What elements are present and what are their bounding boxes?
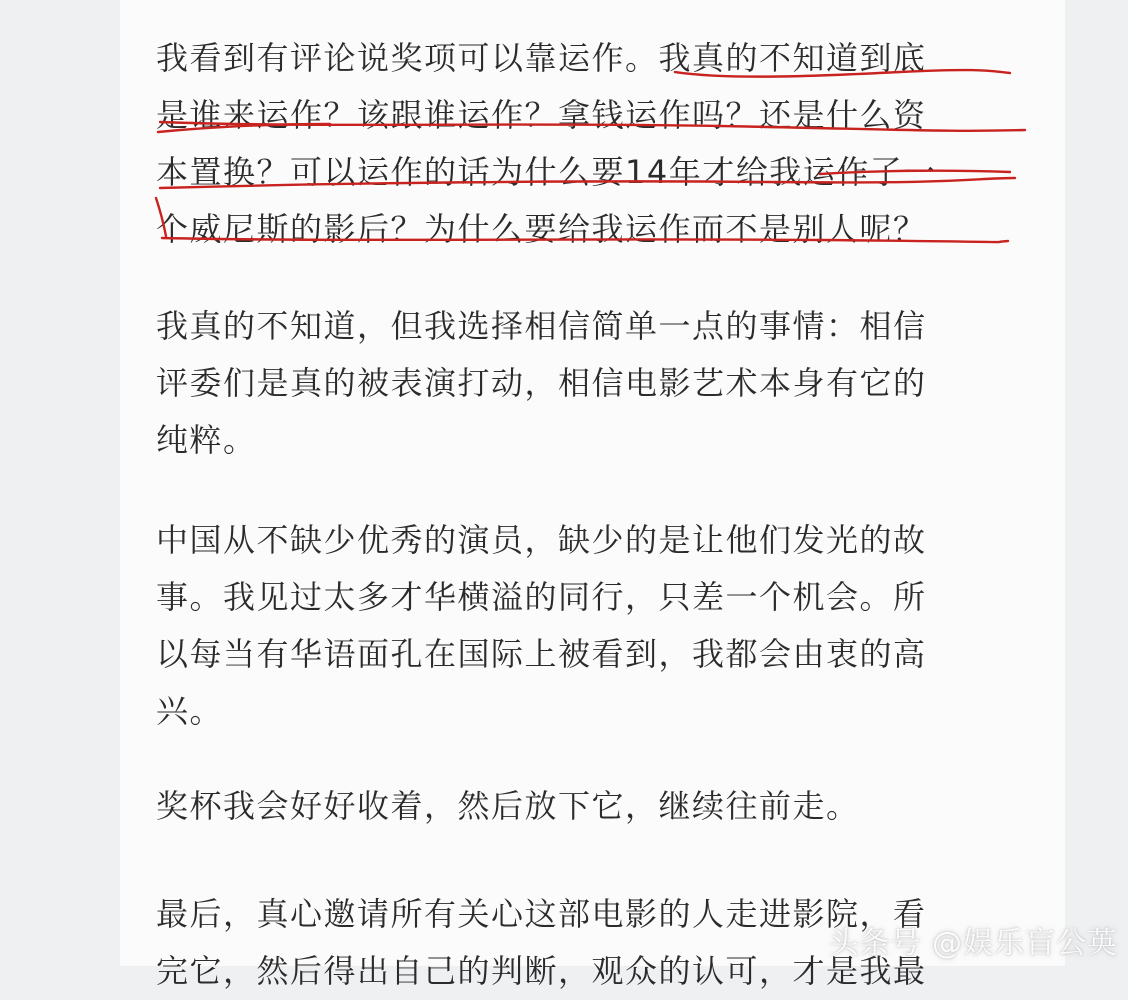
paragraph-line: 中国从不缺少优秀的演员，缺少的是让他们发光的故 [156,521,927,559]
paragraph-line: 评委们是真的被表演打动，相信电影艺术本身有它的 [156,364,927,402]
paragraph-line: 我真的不知道，但我选择相信简单一点的事情：相信 [156,307,927,345]
paragraph-line: 以每当有华语面孔在国际上被看到，我都会由衷的高 [156,635,927,673]
paragraph-line: 本置换？可以运作的话为什么要14年才给我运作了一 [156,153,937,191]
paragraph-line: 奖杯我会好好收着，然后放下它，继续往前走。 [156,787,860,825]
paragraph-line: 纯粹。 [156,421,257,459]
paragraph-line: 完它，然后得出自己的判断，观众的认可，才是我最 [156,952,927,990]
paragraph-line: 事。我见过太多才华横溢的同行，只差一个机会。所 [156,578,927,616]
paragraph-line: 最后，真心邀请所有关心这部电影的人走进影院，看 [156,895,927,933]
article-page [120,0,1065,990]
paragraph-1 [156,30,1036,258]
paragraph-3 [156,512,1036,740]
paragraph-line: 是谁来运作？该跟谁运作？拿钱运作吗？还是什么资 [156,96,927,134]
paragraph-line: 我看到有评论说奖项可以靠运作。我真的不知道到底 [156,39,927,77]
paragraph-4 [156,778,1036,835]
watermark: 头条号 @娱乐盲公英 [828,926,1118,961]
paragraph-2 [156,298,1036,469]
paragraph-line: 兴。 [156,692,224,730]
paragraph-line: 个威尼斯的影后？为什么要给我运作而不是别人呢？ [156,210,927,248]
